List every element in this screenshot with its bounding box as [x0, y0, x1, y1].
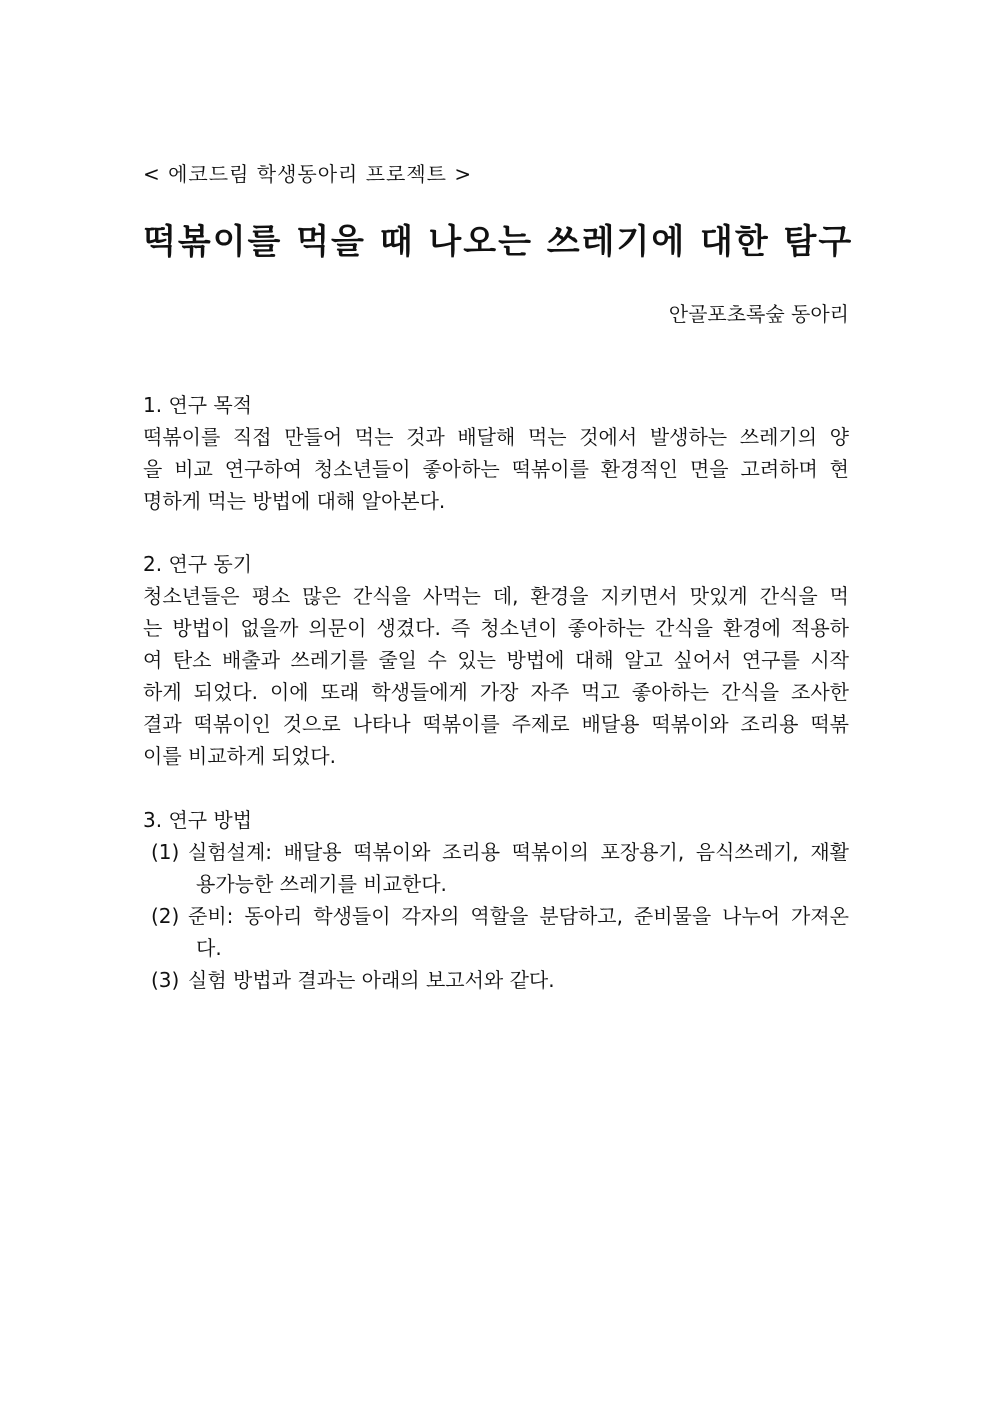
section-research-motivation	[143, 548, 849, 772]
list-text-continued: 다.	[196, 936, 222, 960]
project-label: < 에코드림 학생동아리 프로젝트 >	[143, 162, 473, 186]
section-heading: 3. 연구 방법	[143, 808, 253, 832]
paragraph-line: 떡볶이를 직접 만들어 먹는 것과 배달해 먹는 것에서 발생하는 쓰레기의 양	[143, 425, 849, 449]
list-text-continued: 용가능한 쓰레기를 비교한다.	[196, 872, 447, 896]
list-number: (3)	[151, 968, 180, 992]
section-research-method	[143, 804, 849, 996]
paragraph-line: 이를 비교하게 되었다.	[143, 744, 336, 768]
paragraph-line: 을 비교 연구하여 청소년들이 좋아하는 떡볶이를 환경적인 면을 고려하며 현	[143, 457, 849, 481]
list-item	[143, 900, 849, 964]
list-text: 실험 방법과 결과는 아래의 보고서와 같다.	[188, 968, 555, 992]
list-item	[143, 964, 849, 996]
list-item	[143, 836, 849, 900]
author-label: 안골포초록숲 동아리	[668, 302, 849, 326]
section-heading: 2. 연구 동기	[143, 552, 253, 576]
list-text: 준비: 동아리 학생들이 각자의 역할을 분담하고, 준비물을 나누어 가져온	[188, 904, 850, 928]
paragraph-line: 명하게 먹는 방법에 대해 알아본다.	[143, 489, 446, 513]
list-text: 실험설계: 배달용 떡볶이와 조리용 떡볶이의 포장용기, 음식쓰레기, 재활	[188, 840, 849, 864]
list-number: (1)	[151, 840, 180, 864]
paragraph-line: 는 방법이 없을까 의문이 생겼다. 즉 청소년이 좋아하는 간식을 환경에 적용하	[143, 616, 849, 640]
paragraph-line: 하게 되었다. 이에 또래 학생들에게 가장 자주 먹고 좋아하는 간식을 조사한	[143, 680, 849, 704]
section-heading: 1. 연구 목적	[143, 393, 253, 417]
paragraph-line: 결과 떡볶이인 것으로 나타나 떡볶이를 주제로 배달용 떡볶이와 조리용 떡볶	[143, 712, 849, 736]
list-number: (2)	[151, 904, 180, 928]
paragraph-line: 청소년들은 평소 많은 간식을 사먹는 데, 환경을 지키면서 맛있게 간식을 먹	[143, 584, 849, 608]
section-research-purpose	[143, 389, 849, 517]
page-title: 떡볶이를 먹을 때 나오는 쓰레기에 대한 탐구	[143, 222, 854, 262]
paragraph-line: 여 탄소 배출과 쓰레기를 줄일 수 있는 방법에 대해 알고 싶어서 연구를 시작	[143, 648, 849, 672]
